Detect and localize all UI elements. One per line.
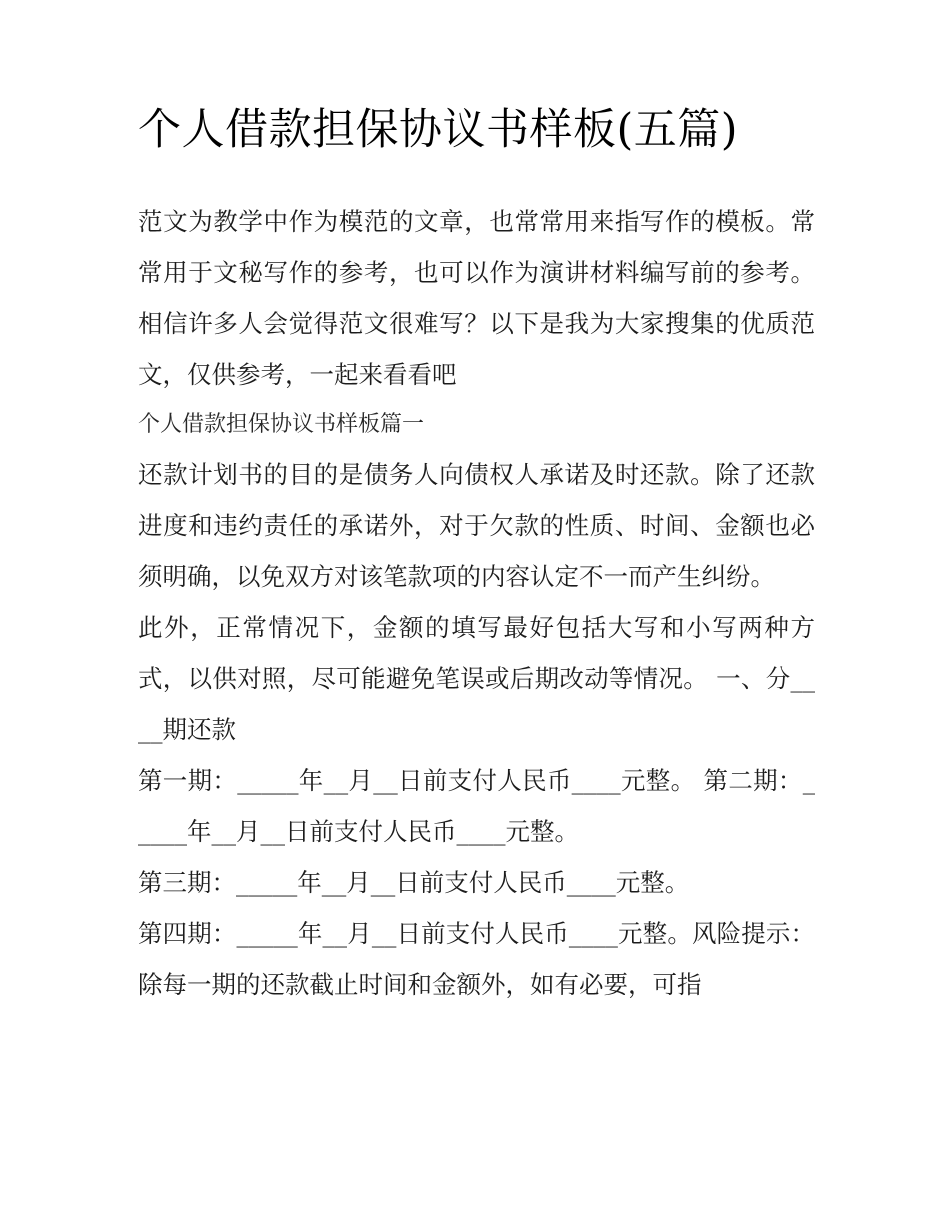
paragraph-installment-4-risk-note: 第四期：_____年__月__日前支付人民币____元整。风险提示： 除每一期的还款截止时间和金额外，如有必要，可指 [138, 919, 815, 999]
paragraph-installment-1-2: 第一期：_____年__月__日前支付人民币____元整。 第二期：_____年__月__日前支付人民币____元整。 [138, 766, 815, 846]
page-title: 个人借款担保协议书样板(五篇) [138, 105, 739, 155]
paragraph-intro: 范文为教学中作为模范的文章，也常常用来指写作的模板。常常用于文秘写作的参考，也可以作为演讲材料编写前的参考。相信许多人会觉得范文很难写？以下是我为大家搜集的优质范文，仅供参考，一起来看看吧 [138, 207, 815, 389]
document-body [138, 196, 815, 1010]
paragraph-repayment-plan-purpose: 还款计划书的目的是债务人向债权人承诺及时还款。除了还款进度和违约责任的承诺外，对于欠款的性质、时间、金额也必须明确，以免双方对该笔款项的内容认定不一而产生纠纷。 [138, 460, 815, 591]
section-heading-pian-yi: 个人借款担保协议书样板篇一 [138, 412, 425, 437]
paragraph-amount-writing-note: 此外，正常情况下，金额的填写最好包括大写和小写两种方式，以供对照，尽可能避免笔误或后期改动等情况。 一、分____期还款 [138, 613, 815, 744]
paragraph-installment-3: 第三期：_____年__月__日前支付人民币____元整。 [138, 868, 690, 897]
